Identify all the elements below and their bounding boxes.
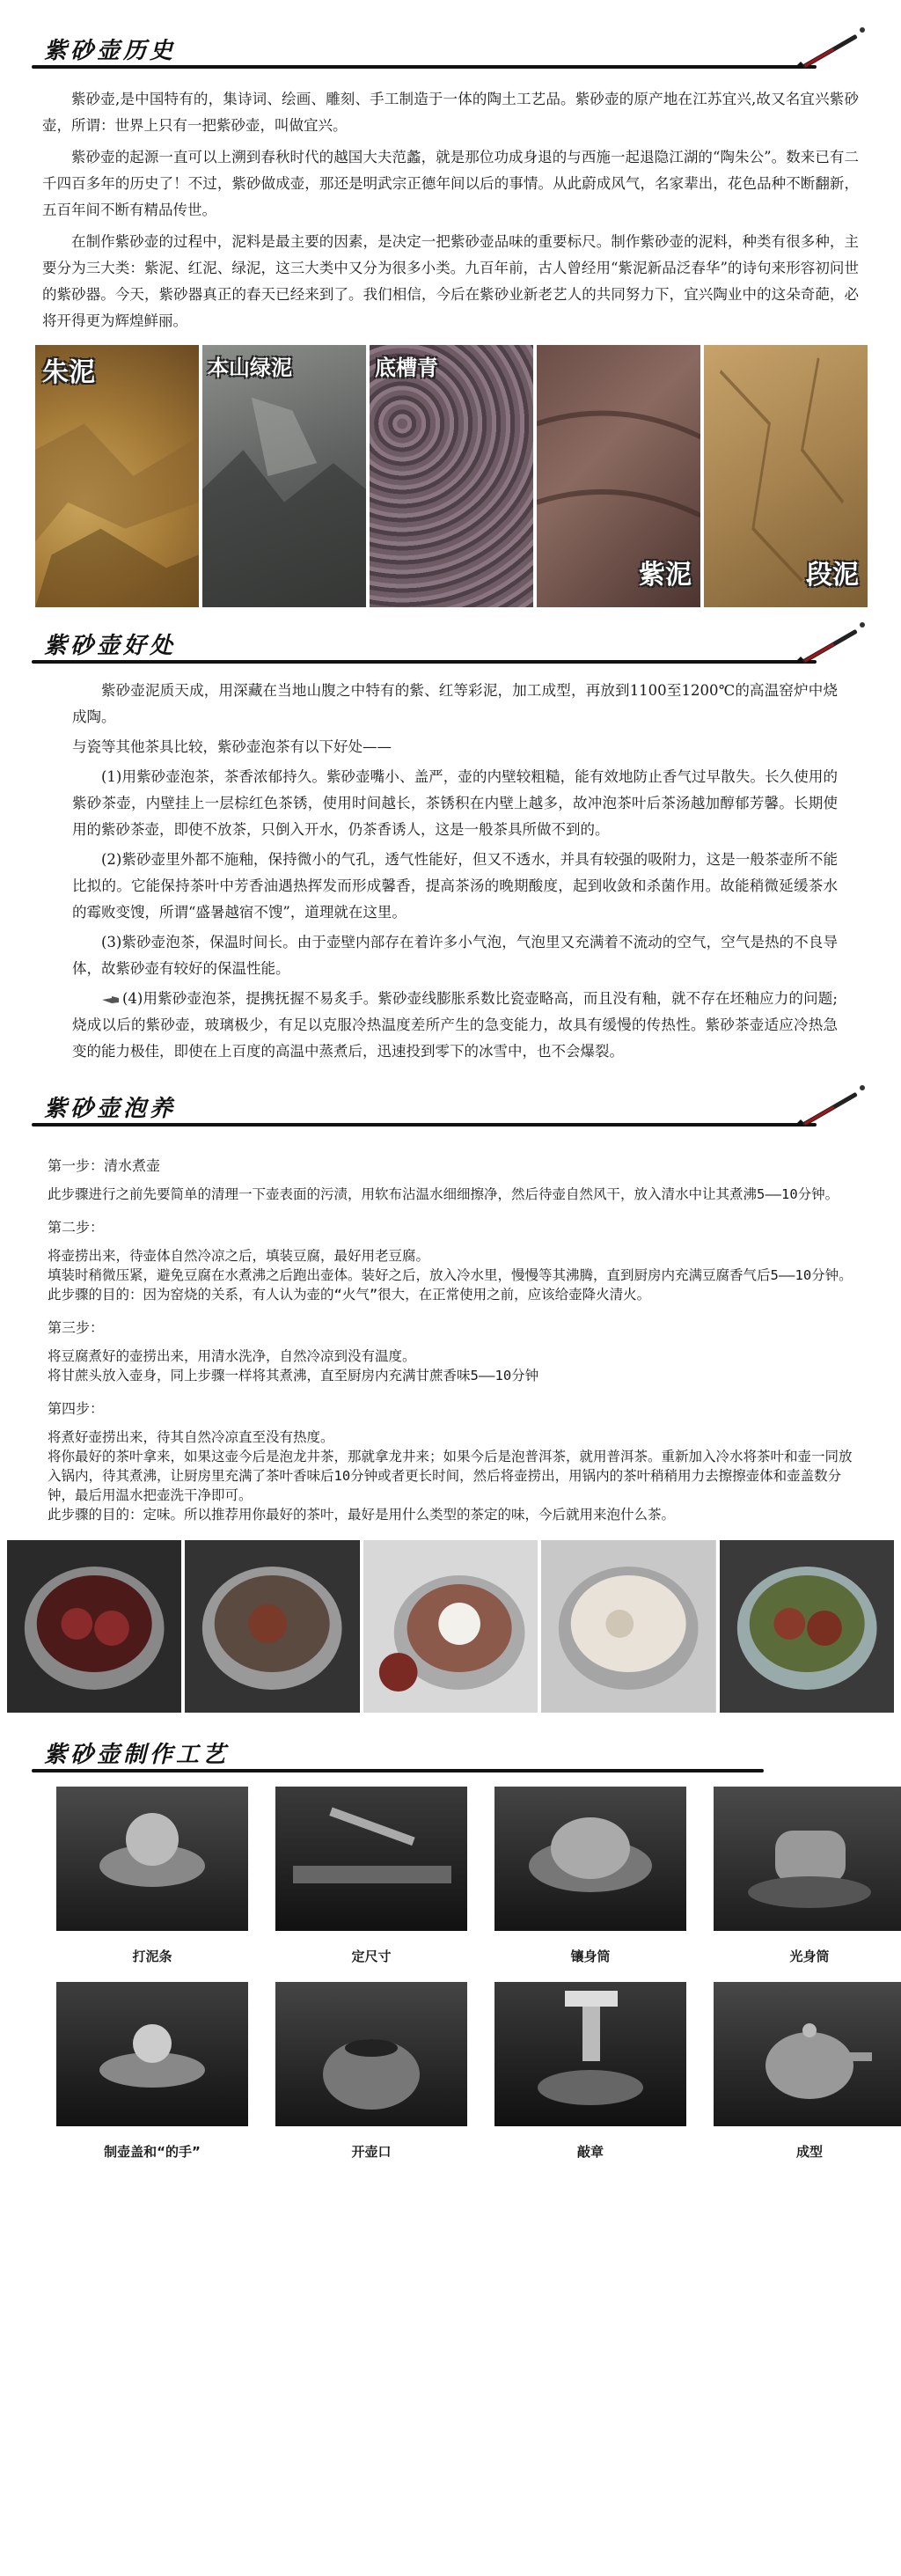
- care-step-title: 第二步：: [48, 1219, 105, 1236]
- history-paragraph: 在制作紫砂壶的过程中，泥料是最主要的因素，是决定一把紫砂壶品味的重要标尺。制作紫砂壶的泥料，种类有很多种，主要分为三大类：紫泥、红泥、绿泥，这三大类中又分为很多小类。九百年前，古人曾经用“紫泥新品泛春华”的诗句来形容初问世的紫砂器。今天，紫砂器真正的春天已经来到了。我们相信，今后在紫砂业新老艺人的共同努力下，宜兴陶业中的这朵奇葩，必将开得更为辉煌鲜丽。: [42, 233, 859, 329]
- benefits-intro: 紫砂壶泥质天成，用深藏在当地山腹之中特有的紫、红等彩泥，加工成型，再放到1100至1200℃的高温窑炉中烧成陶。: [72, 682, 838, 725]
- history-paragraph: 紫砂壶,是中国特有的，集诗词、绘画、雕刻、手工制造于一体的陶土工艺品。紫砂壶的原产地在江苏宜兴,故又名宜兴紫砂壶，所谓：世界上只有一把紫砂壶，叫做宜兴。: [42, 91, 859, 134]
- history-paragraph: 紫砂壶的起源一直可以上溯到春秋时代的越国大夫范蠡，就是那位功成身退的与西施一起退隐江湖的“陶朱公”。数来已有二千四百多年的历史了！不过，紫砂做成壶，那还是明武宗正德年间以后的事情。从此蔚成风气，名家辈出，花色品种不断翻新，五百年间不断有精品传世。: [42, 149, 859, 218]
- craft-photo: [494, 1982, 686, 2126]
- pointing-hand-icon: [101, 994, 121, 1006]
- clay-label: 本山绿泥: [208, 356, 292, 380]
- care-step-line: 将你最好的茶叶拿来，如果这壶今后是泡龙井茶，那就拿龙井来；如果今后是泡普洱茶，就用普洱茶。重新加入冷水将茶叶和壶一同放入锅内，待其煮沸，让厨房里充满了茶叶香味后10分钟或者更长时间，然后将壶捞出，用锅内的茶叶稍稍用力去擦擦壶体和壶盖数分钟，最后用温水把壶洗干净即可。: [48, 1449, 853, 1503]
- craft-caption: 打泥条: [132, 1949, 172, 1964]
- care-photo-strip: [0, 1540, 901, 1713]
- care-photo: [185, 1540, 359, 1713]
- care-step: [48, 1155, 853, 1204]
- care-step-title: 第三步：: [48, 1319, 105, 1336]
- benefit-item: (2)紫砂壶里外都不施釉，保持微小的气孔，透气性能好，但又不透水，并具有较强的吸附力，这是一般茶壶所不能比拟的。它能保持茶叶中芳香油遇热挥发而形成馨香，提高茶汤的晚期酸度，起到收敛和杀菌作用。故能稍微延缓茶水的霉败变馊，所谓“盛暑越宿不馊”，道理就在这里。: [72, 851, 838, 921]
- care-step-line: 此步骤的目的：定味。所以推荐用你最好的茶叶，最好是用什么类型的茶定的味，今后就用来泡什么茶。: [48, 1507, 676, 1523]
- craft-step: [494, 1982, 686, 2177]
- clay-label: 段泥: [806, 560, 859, 591]
- benefit-item-text: (4)用紫砂壶泡茶，提携抚握不易炙手。紫砂壶线膨胀系数比瓷壶略高，而且没有釉，就不存在坯釉应力的问题;烧成以后的紫砂壶，玻璃极少，有足以克服冷热温度差所产生的急变能力，故具有缓慢的传热性。紫砂茶壶适应冷热急变的能力极佳，即使在上百度的高温中蒸煮后，迅速投到零下的冰雪中，也不会爆裂。: [72, 990, 838, 1060]
- clay-photo-strip: [0, 345, 901, 607]
- divider: [32, 1769, 764, 1772]
- care-photo: [7, 1540, 181, 1713]
- care-photo: [363, 1540, 538, 1713]
- care-step-line: 此步骤进行之前先要简单的清理一下壶表面的污渍，用软布沾温水细细擦净，然后待壶自然风干，放入清水中让其煮沸5——10分钟。: [48, 1186, 839, 1202]
- clay-label: 朱泥: [42, 357, 95, 388]
- craft-caption: 开壶口: [351, 2144, 392, 2160]
- history-title: 紫砂壶历史: [44, 38, 177, 64]
- craft-caption: 敲章: [576, 2144, 604, 2160]
- craft-caption: 成型: [795, 2144, 823, 2160]
- clay-photo-benshan-lvni: [202, 345, 366, 607]
- craft-caption: 镶身筒: [570, 1949, 611, 1964]
- craft-caption: 定尺寸: [351, 1949, 392, 1964]
- clay-photo-zini: [537, 345, 700, 607]
- craft-step: [56, 1982, 248, 2177]
- benefits-header: [32, 614, 869, 669]
- care-photo: [541, 1540, 715, 1713]
- craft-step: [275, 1787, 467, 1982]
- divider: [32, 1123, 817, 1127]
- craft-photo: [56, 1787, 248, 1931]
- clay-photo-dicaoqing: [370, 345, 533, 607]
- craft-photo: [714, 1787, 901, 1931]
- care-step-line: 此步骤的目的：因为窑烧的关系，有人认为壶的“火气”很大，在正常使用之前，应该给壶降火清火。: [48, 1287, 651, 1303]
- craft-photo: [56, 1982, 248, 2126]
- care-step-line: 将甘蔗头放入壶身，同上步骤一样将其煮沸，直至厨房内充满甘蔗香味5——10分钟: [48, 1368, 539, 1383]
- craft-photo: [494, 1787, 686, 1931]
- brush-icon: [790, 1081, 869, 1130]
- history-body: [0, 74, 901, 334]
- divider: [32, 660, 817, 664]
- care-header: [32, 1077, 869, 1132]
- history-header: [32, 19, 869, 74]
- craft-photo: [275, 1787, 467, 1931]
- craft-header: [32, 1723, 869, 1778]
- brush-icon: [790, 23, 869, 72]
- care-title: 紫砂壶泡养: [44, 1096, 177, 1122]
- benefits-title: 紫砂壶好处: [44, 633, 177, 659]
- benefit-item: (3)紫砂壶泡茶，保温时间长。由于壶壁内部存在着许多小气泡，气泡里又充满着不流动的空气，空气是热的不良导体，故紫砂壶有较好的保温性能。: [72, 934, 838, 977]
- craft-caption: 光身筒: [789, 1949, 830, 1964]
- care-step: [48, 1216, 853, 1304]
- craft-step: [494, 1787, 686, 1982]
- craft-step: [714, 1982, 901, 2177]
- benefit-item: (1)用紫砂壶泡茶，茶香浓郁持久。紫砂壶嘴小、盖严，壶的内壁较粗糙，能有效地防止香气过早散失。长久使用的紫砂茶壶，内壁挂上一层棕红色茶锈，使用时间越长，茶锈积在内壁上越多，故冲泡茶叶后茶汤越加醇郁芳馨。长期使用的紫砂茶壶，即使不放茶，只倒入开水，仍茶香诱人，这是一般茶具所做不到的。: [72, 768, 838, 838]
- benefits-body: [0, 669, 901, 1065]
- clay-photo-duanni: [704, 345, 868, 607]
- brush-icon: [790, 618, 869, 667]
- benefit-item: [72, 986, 838, 1065]
- divider: [32, 65, 817, 69]
- care-step: [48, 1317, 853, 1385]
- craft-step: [275, 1982, 467, 2177]
- craft-grid: [0, 1787, 901, 2177]
- craft-photo: [714, 1982, 901, 2126]
- care-step-line: 将煮好壶捞出来，待其自然冷凉直至没有热度。: [48, 1429, 334, 1445]
- care-body: [0, 1132, 901, 1524]
- benefits-compare: 与瓷等其他茶具比较，紫砂壶泡茶有以下好处——: [72, 738, 392, 755]
- craft-step: [714, 1787, 901, 1982]
- care-step-line: 填装时稍微压紧，避免豆腐在水煮沸之后跑出壶体。装好之后，放入冷水里，慢慢等其沸腾，直到厨房内充满豆腐香气后5——10分钟。: [48, 1267, 853, 1283]
- clay-label: 底槽青: [375, 356, 438, 380]
- craft-caption: 制壶盖和“的手”: [104, 2144, 201, 2160]
- craft-step: [56, 1787, 248, 1982]
- care-step-line: 将壶捞出来，待壶体自然冷凉之后，填装豆腐，最好用老豆腐。: [48, 1248, 430, 1264]
- care-photo: [720, 1540, 894, 1713]
- care-step-title: 第四步：: [48, 1400, 105, 1417]
- care-step: [48, 1398, 853, 1524]
- craft-photo: [275, 1982, 467, 2126]
- care-step-line: 将豆腐煮好的壶捞出来，用清水洗净，自然冷凉到没有温度。: [48, 1348, 416, 1364]
- care-step-title: 第一步：清水煮壶: [48, 1157, 161, 1174]
- craft-title: 紫砂壶制作工艺: [44, 1742, 230, 1768]
- clay-label: 紫泥: [639, 560, 692, 591]
- clay-photo-zhuni: [35, 345, 199, 607]
